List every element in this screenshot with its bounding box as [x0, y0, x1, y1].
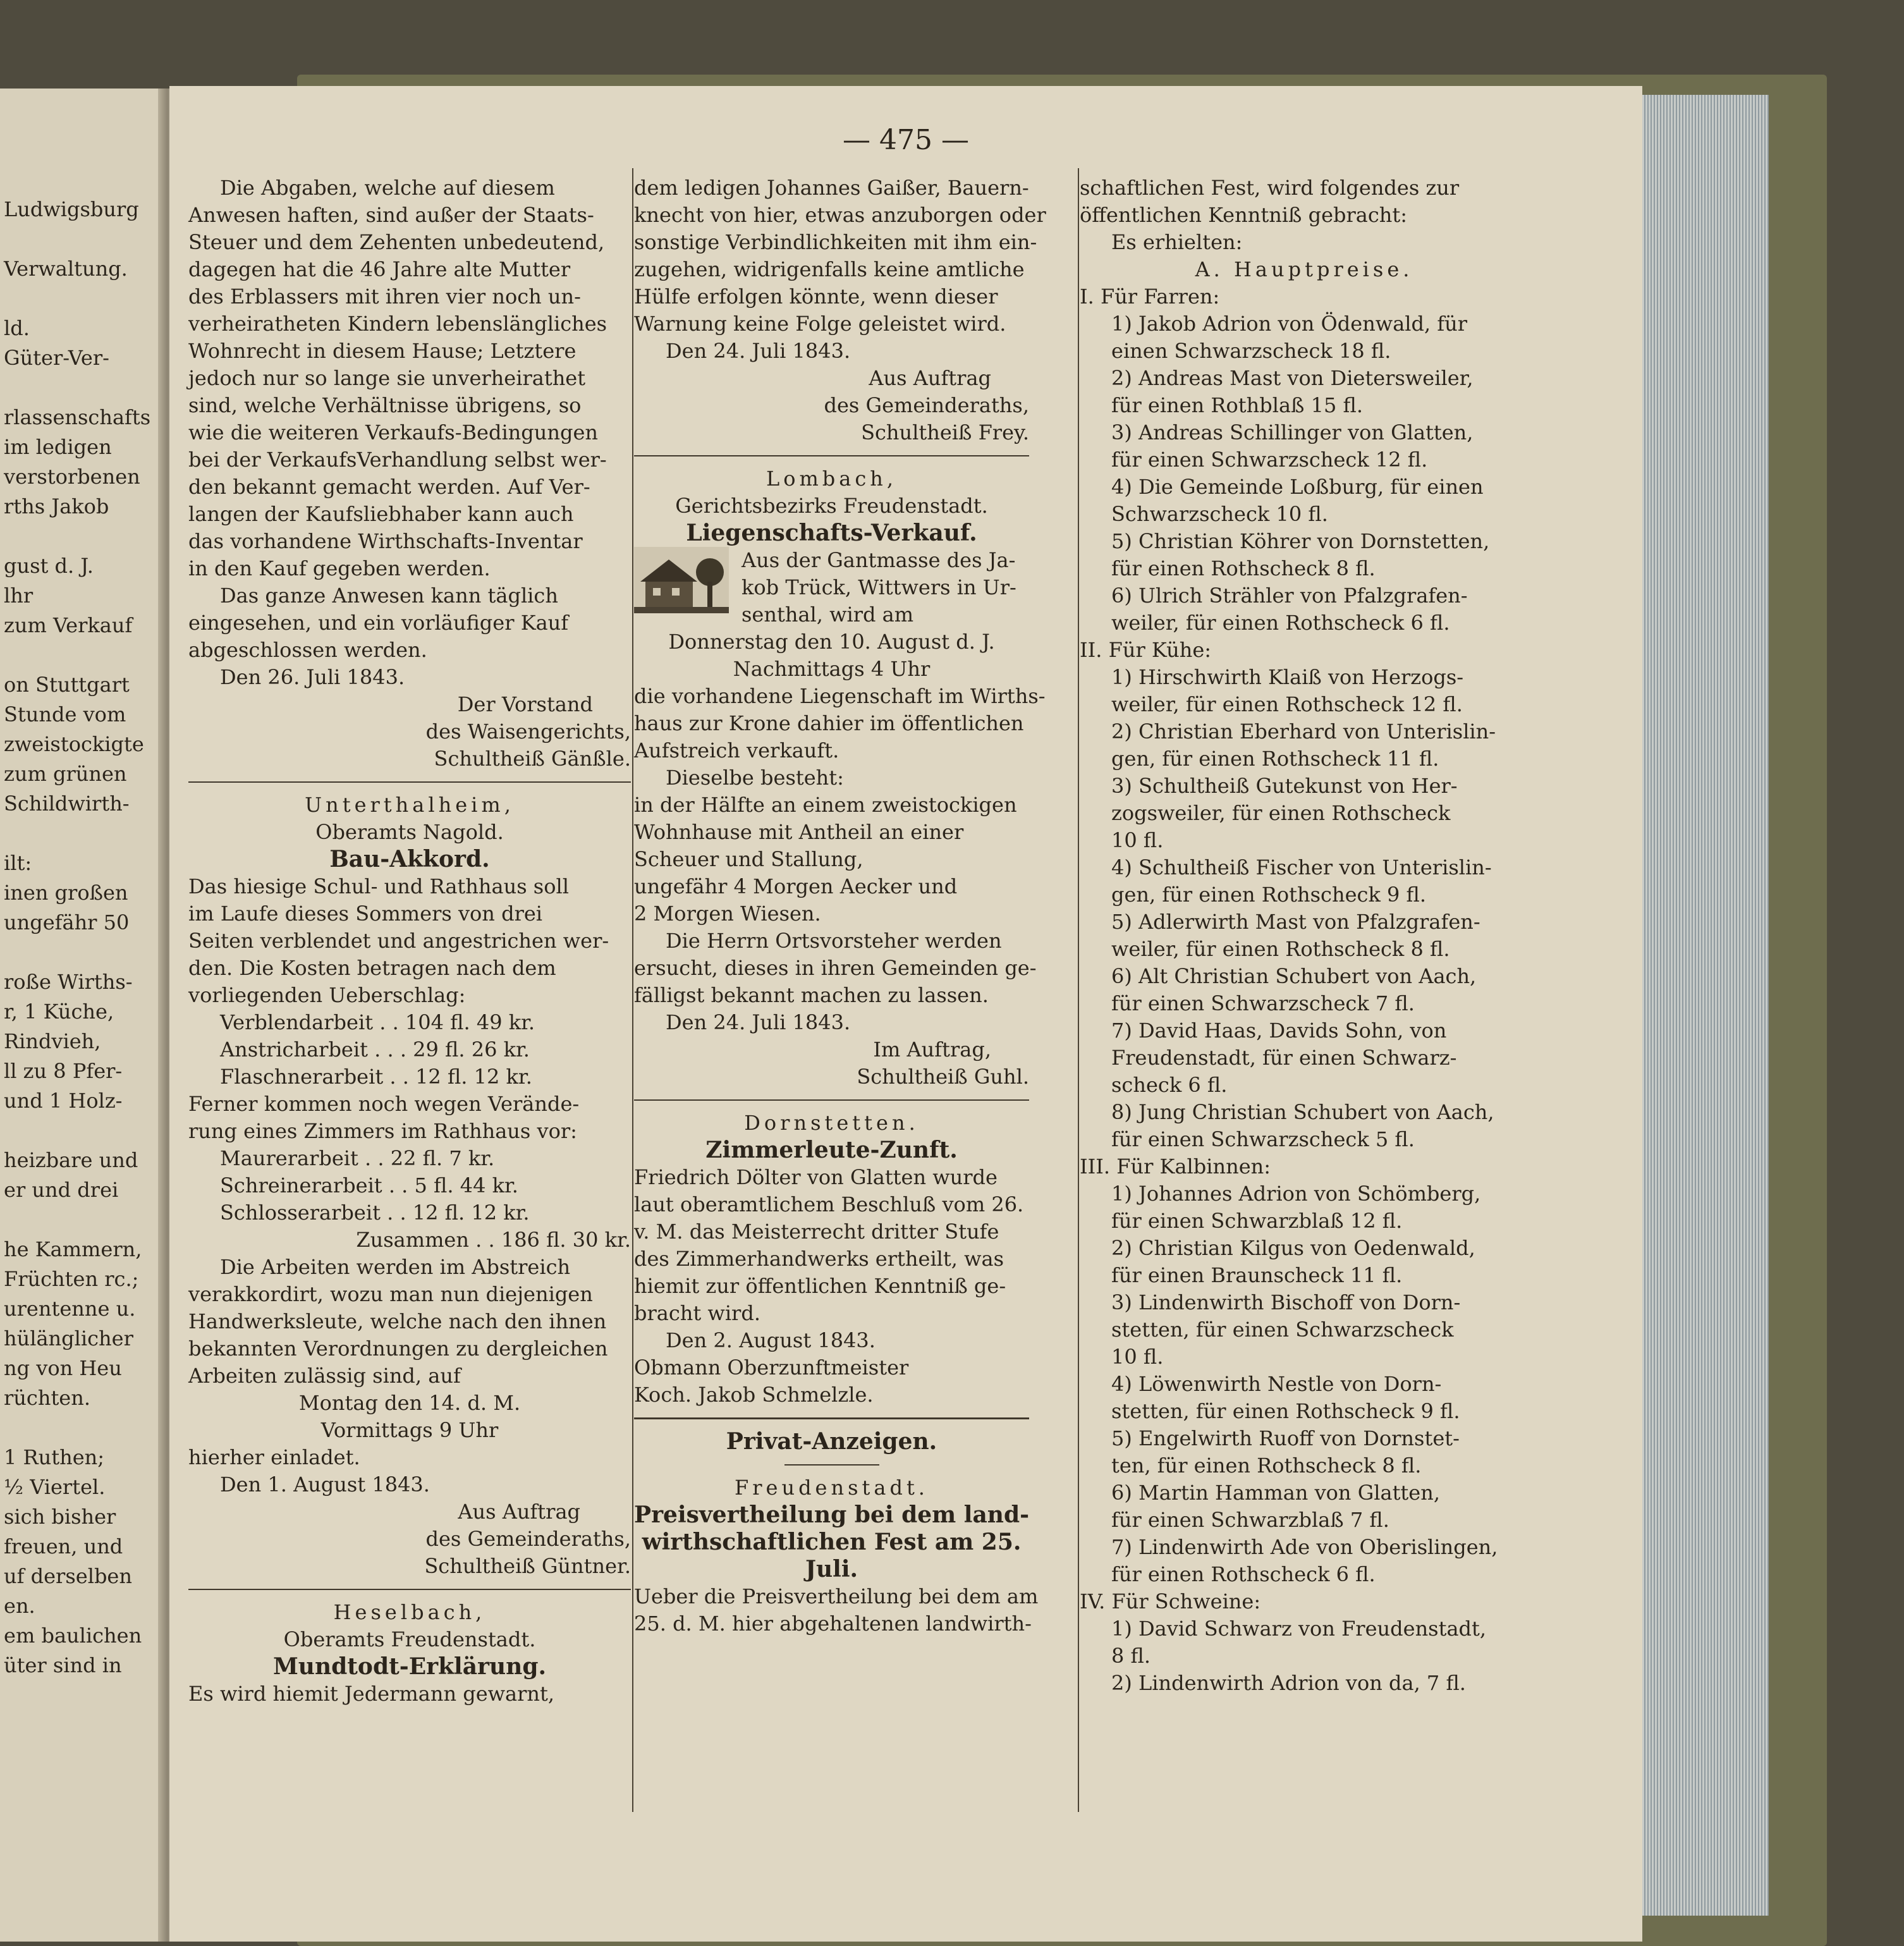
left-page-line: he Kammern,: [4, 1237, 142, 1261]
left-page-line: heizbare und: [4, 1148, 138, 1172]
left-page-line: r, 1 Küche,: [4, 1000, 114, 1024]
signature-line: des Gemeinderaths,: [425, 1527, 631, 1551]
date-line: Den 1. August 1843.: [220, 1472, 430, 1496]
text-line: senthal, wird am: [741, 603, 914, 627]
prize-line: gen, für einen Rothscheck 9 fl.: [1111, 883, 1427, 907]
text-line: den bekannt gemacht werden. Auf Ver-: [188, 475, 590, 499]
text-line: Die Abgaben, welche auf diesem: [220, 176, 555, 200]
section-title: Liegenschafts-Verkauf.: [686, 520, 977, 546]
text-line: dagegen hat die 46 Jahre alte Mutter: [188, 257, 571, 281]
section-title: Zimmerleute-Zunft.: [705, 1137, 958, 1163]
text-line: öffentlichen Kenntniß gebracht:: [1080, 203, 1408, 227]
prize-line: 1) Johannes Adrion von Schömberg,: [1111, 1182, 1481, 1206]
left-page-line: und 1 Holz-: [4, 1089, 123, 1113]
section-title: Preisvertheilung bei dem land-: [634, 1502, 1030, 1528]
left-page-line: verstorbenen: [4, 465, 140, 489]
left-page-line: Güter-Ver-: [4, 346, 109, 370]
text-line: die vorhandene Liegenschaft im Wirths-: [634, 684, 1046, 708]
text-line: Es wird hiemit Jedermann gewarnt,: [188, 1682, 555, 1706]
text-line: ungefähr 4 Morgen Aecker und: [634, 874, 958, 898]
text-line: Anwesen haften, sind außer der Staats-: [188, 203, 594, 227]
prize-line: 6) Alt Christian Schubert von Aach,: [1111, 964, 1477, 988]
prize-line: 8 fl.: [1111, 1644, 1151, 1668]
section-rule: [634, 1099, 1029, 1101]
text-line: Aufstreich verkauft.: [634, 738, 839, 762]
cost-line: Maurerarbeit . . 22 fl. 7 kr.: [220, 1146, 495, 1170]
text-line: Warnung keine Folge geleistet wird.: [634, 312, 1006, 336]
section-title: Mundtodt-Erklärung.: [272, 1653, 547, 1680]
text-line: Steuer und dem Zehenten unbedeutend,: [188, 230, 605, 254]
text-line: bei der VerkaufsVerhandlung selbst wer-: [188, 448, 607, 472]
left-page-line: ll zu 8 Pfer-: [4, 1059, 123, 1083]
text-line: kob Trück, Wittwers in Ur-: [741, 575, 1016, 599]
text-line: schaftlichen Fest, wird folgendes zur: [1080, 176, 1460, 200]
cost-line: Anstricharbeit . . . 29 fl. 26 kr.: [220, 1037, 530, 1062]
prize-line: ten, für einen Rothscheck 8 fl.: [1111, 1453, 1422, 1478]
prize-line: 1) David Schwarz von Freudenstadt,: [1111, 1617, 1487, 1641]
text-line: abgeschlossen werden.: [188, 638, 427, 662]
signature-line: Schultheiß Frey.: [861, 420, 1029, 444]
section-title: Bau-Akkord.: [329, 846, 490, 872]
section-place: Dornstetten.: [744, 1111, 919, 1135]
text-line: Aus der Gantmasse des Ja-: [741, 548, 1016, 572]
text-line: bekannten Verordnungen zu dergleichen: [188, 1337, 608, 1361]
text-line: fälligst bekannt machen zu lassen.: [634, 983, 989, 1007]
date-line: Den 24. Juli 1843.: [666, 339, 851, 363]
prize-line: für einen Schwarzscheck 12 fl.: [1111, 448, 1428, 472]
text-line: Ueber die Preisvertheilung bei dem am: [634, 1584, 1039, 1608]
text-line: jedoch nur so lange sie unverheirathet: [188, 366, 586, 390]
cost-line: Schreinerarbeit . . 5 fl. 44 kr.: [220, 1173, 518, 1197]
text-line: Das ganze Anwesen kann täglich: [220, 584, 558, 608]
prize-line: 3) Lindenwirth Bischoff von Dorn-: [1111, 1290, 1461, 1314]
left-page-line: zweistockigte: [4, 732, 144, 756]
prize-line: 1) Jakob Adrion von Ödenwald, für: [1111, 312, 1468, 336]
text-line: Handwerksleute, welche nach den ihnen: [188, 1309, 607, 1333]
left-page-line: Schildwirth-: [4, 792, 130, 816]
left-page-line: Verwaltung.: [4, 257, 128, 281]
prize-line: 3) Schultheiß Gutekunst von Her-: [1111, 774, 1458, 798]
left-page-line: rths Jakob: [4, 494, 109, 518]
prize-line: 7) David Haas, Davids Sohn, von: [1111, 1019, 1447, 1043]
prize-heading: A. Hauptpreise.: [1195, 257, 1413, 281]
signature-line: Im Auftrag,: [873, 1037, 991, 1062]
section-district: Oberamts Nagold.: [315, 820, 504, 844]
private-ads-heading: Privat-Anzeigen.: [726, 1428, 937, 1455]
left-page-line: urentenne u.: [4, 1297, 136, 1321]
text-line: Wohnhause mit Antheil an einer: [634, 820, 964, 844]
signature-line: Schultheiß Güntner.: [424, 1554, 631, 1578]
prize-line: für einen Rothblaß 15 fl.: [1111, 393, 1363, 417]
column-rule: [1078, 168, 1079, 1812]
text-line: Arbeiten zulässig sind, auf: [188, 1364, 461, 1388]
left-page-line: zum Verkauf: [4, 613, 133, 637]
text-line: wie die weiteren Verkaufs-Bedingungen: [188, 420, 599, 444]
prize-line: 2) Christian Eberhard von Unterislin-: [1111, 719, 1496, 744]
left-page-line: en.: [4, 1594, 35, 1618]
prize-line: 2) Andreas Mast von Dietersweiler,: [1111, 366, 1474, 390]
time-line: Nachmittags 4 Uhr: [733, 657, 931, 681]
prize-line: 5) Adlerwirth Mast von Pfalzgrafen-: [1111, 910, 1480, 934]
left-page-line: ilt:: [4, 851, 32, 875]
category-heading: III. Für Kalbinnen:: [1080, 1154, 1271, 1178]
text-line: rung eines Zimmers im Rathhaus vor:: [188, 1119, 577, 1143]
column-1: [188, 174, 631, 1708]
category-heading: I. Für Farren:: [1080, 285, 1220, 309]
section-place: Freudenstadt.: [735, 1476, 929, 1500]
text-line: langen der Kaufsliebhaber kann auch: [188, 502, 574, 526]
signature-line: Schultheiß Guhl.: [857, 1065, 1029, 1089]
text-line: des Zimmerhandwerks ertheilt, was: [634, 1247, 1004, 1271]
text-line: Die Arbeiten werden im Abstreich: [220, 1255, 571, 1279]
text-line: Es erhielten:: [1111, 230, 1243, 254]
text-line: verheiratheten Kindern lebenslängliches: [188, 312, 607, 336]
left-page-line: rlassenschafts: [4, 405, 151, 429]
text-line: das vorhandene Wirthschafts-Inventar: [188, 529, 583, 553]
newspaper-page: [169, 86, 1642, 1942]
prize-line: für einen Schwarzscheck 7 fl.: [1111, 991, 1415, 1015]
text-line: laut oberamtlichem Beschluß vom 26.: [634, 1192, 1024, 1216]
category-heading: II. Für Kühe:: [1080, 638, 1212, 662]
section-title: Juli.: [805, 1556, 858, 1582]
section-rule: [188, 781, 631, 783]
left-page-line: inen großen: [4, 881, 128, 905]
left-page-line: uf derselben: [4, 1564, 132, 1588]
text-line: Scheuer und Stallung,: [634, 847, 864, 871]
date-line: Den 24. Juli 1843.: [666, 1010, 851, 1034]
section-place: Lombach,: [766, 467, 898, 491]
left-page-line: gust d. J.: [4, 554, 94, 578]
section-title: wirthschaftlichen Fest am 25.: [642, 1529, 1022, 1555]
column-rule: [632, 168, 633, 1812]
left-page-line: 1 Ruthen;: [4, 1445, 105, 1469]
section-rule: [634, 455, 1029, 456]
signature-line: Der Vorstand: [457, 692, 593, 716]
left-page-line: Ludwigsburg: [4, 197, 139, 221]
woodcut-block: [634, 547, 1029, 628]
date-line: Donnerstag den 10. August d. J.: [668, 630, 995, 654]
text-line: hierher einladet.: [188, 1445, 360, 1469]
section-place: Heselbach,: [333, 1600, 486, 1624]
date-line: Den 2. August 1843.: [666, 1328, 876, 1352]
text-line: Die Herrn Ortsvorsteher werden: [666, 929, 1002, 953]
house-woodcut-icon: [634, 547, 729, 613]
prize-line: weiler, für einen Rothscheck 6 fl.: [1111, 611, 1450, 635]
prize-line: 2) Christian Kilgus von Oedenwald,: [1111, 1236, 1475, 1260]
prize-line: weiler, für einen Rothscheck 8 fl.: [1111, 937, 1450, 961]
prize-line: 8) Jung Christian Schubert von Aach,: [1111, 1100, 1494, 1124]
prize-line: 4) Löwenwirth Nestle von Dorn-: [1111, 1372, 1442, 1396]
left-page-line: er und drei: [4, 1178, 119, 1202]
short-rule: [784, 1464, 879, 1466]
date-line: Montag den 14. d. M.: [298, 1391, 521, 1415]
text-line: eingesehen, und ein vorläufiger Kauf: [188, 611, 569, 635]
section-district: Gerichtsbezirks Freudenstadt.: [675, 494, 988, 518]
text-line: Das hiesige Schul- und Rathhaus soll: [188, 874, 569, 898]
cost-line: Verblendarbeit . . 104 fl. 49 kr.: [220, 1010, 535, 1034]
left-page: [0, 89, 163, 1942]
prize-line: 7) Lindenwirth Ade von Oberislingen,: [1111, 1535, 1498, 1559]
prize-line: Freudenstadt, für einen Schwarz-: [1111, 1046, 1457, 1070]
left-page-line: on Stuttgart: [4, 673, 130, 697]
column-3: [1080, 174, 1529, 1697]
signature-line: Aus Auftrag: [869, 366, 991, 390]
text-line: Ferner kommen noch wegen Verände-: [188, 1092, 580, 1116]
text-line: in den Kauf gegeben werden.: [188, 556, 491, 580]
left-page-line: ng von Heu: [4, 1356, 122, 1380]
prize-line: stetten, für einen Schwarzscheck: [1111, 1318, 1454, 1342]
page-number: — 475 —: [843, 124, 969, 156]
prize-line: für einen Braunscheck 11 fl.: [1111, 1263, 1403, 1287]
text-line: v. M. das Meisterrecht dritter Stufe: [634, 1220, 999, 1244]
left-page-line: rüchten.: [4, 1386, 91, 1410]
left-page-line: freuen, und: [4, 1534, 123, 1558]
left-page-line: ld.: [4, 316, 30, 340]
cost-line: Flaschnerarbeit . . 12 fl. 12 kr.: [220, 1065, 532, 1089]
prize-line: für einen Schwarzscheck 5 fl.: [1111, 1127, 1415, 1151]
section-place: Unterthalheim,: [305, 793, 515, 817]
page-edges: [1642, 95, 1769, 1916]
section-rule: [634, 1417, 1029, 1419]
prize-line: stetten, für einen Rothscheck 9 fl.: [1111, 1399, 1460, 1423]
prize-line: für einen Schwarzblaß 12 fl.: [1111, 1209, 1403, 1233]
prize-line: gen, für einen Rothscheck 11 fl.: [1111, 747, 1439, 771]
text-line: ersucht, dieses in ihren Gemeinden ge-: [634, 956, 1037, 980]
left-page-line: em baulichen: [4, 1624, 142, 1648]
text-line: haus zur Krone dahier im öffentlichen: [634, 711, 1024, 735]
left-page-line: roße Wirths-: [4, 970, 133, 994]
signature-line: Aus Auftrag: [458, 1500, 580, 1524]
prize-line: einen Schwarzscheck 18 fl.: [1111, 339, 1391, 363]
category-heading: IV. Für Schweine:: [1080, 1589, 1261, 1613]
text-line: in der Hälfte an einem zweistockigen: [634, 793, 1017, 817]
time-line: Vormittags 9 Uhr: [320, 1418, 499, 1442]
left-page-line: Rindvieh,: [4, 1029, 101, 1053]
text-line: Friedrich Dölter von Glatten wurde: [634, 1165, 998, 1189]
text-line: knecht von hier, etwas anzuborgen oder: [634, 203, 1046, 227]
signature-line: Obmann Oberzunftmeister: [634, 1355, 909, 1380]
prize-line: für einen Schwarzblaß 7 fl.: [1111, 1508, 1389, 1532]
text-line: Hülfe erfolgen könnte, wenn dieser: [634, 285, 998, 309]
signature-line: Schultheiß Gänßle.: [434, 747, 631, 771]
prize-line: zogsweiler, für einen Rothscheck: [1111, 801, 1451, 825]
left-page-line: üter sind in: [4, 1653, 122, 1677]
prize-line: 10 fl.: [1111, 1345, 1164, 1369]
signature-line: Koch. Jakob Schmelzle.: [634, 1383, 874, 1407]
prize-line: 1) Hirschwirth Klaiß von Herzogs-: [1111, 665, 1464, 689]
total-line: Zusammen . . 186 fl. 30 kr.: [356, 1228, 631, 1252]
prize-line: scheck 6 fl.: [1111, 1073, 1228, 1097]
text-line: im Laufe dieses Sommers von drei: [188, 902, 543, 926]
text-line: sind, welche Verhältnisse übrigens, so: [188, 393, 582, 417]
text-line: Wohnrecht in diesem Hause; Letztere: [188, 339, 577, 363]
prize-line: 10 fl.: [1111, 828, 1164, 852]
left-page-line: lhr: [4, 584, 34, 608]
text-line: den. Die Kosten betragen nach dem: [188, 956, 556, 980]
prize-line: für einen Rothscheck 6 fl.: [1111, 1562, 1376, 1586]
date-line: Den 26. Juli 1843.: [220, 665, 405, 689]
prize-line: 4) Die Gemeinde Loßburg, für einen: [1111, 475, 1484, 499]
text-line: 25. d. M. hier abgehaltenen landwirth-: [634, 1612, 1032, 1636]
left-page-line: ½ Viertel.: [4, 1475, 106, 1499]
text-line: Seiten verblendet und angestrichen wer-: [188, 929, 609, 953]
prize-line: Schwarzscheck 10 fl.: [1111, 502, 1328, 526]
text-line: Dieselbe besteht:: [666, 766, 844, 790]
text-line: zugehen, widrigenfalls keine amtliche: [634, 257, 1025, 281]
column-2: [634, 174, 1046, 1637]
left-page-line: sich bisher: [4, 1505, 116, 1529]
prize-line: 4) Schultheiß Fischer von Unterislin-: [1111, 855, 1492, 879]
prize-line: 2) Lindenwirth Adrion von da, 7 fl.: [1111, 1671, 1466, 1695]
prize-line: weiler, für einen Rothscheck 12 fl.: [1111, 692, 1463, 716]
signature-line: des Waisengerichts,: [425, 719, 631, 744]
text-line: hiemit zur öffentlichen Kenntniß ge-: [634, 1274, 1006, 1298]
text-line: bracht wird.: [634, 1301, 760, 1325]
prize-line: für einen Rothscheck 8 fl.: [1111, 556, 1376, 580]
left-page-line: ungefähr 50: [4, 910, 130, 934]
left-page-line: im ledigen: [4, 435, 112, 459]
prize-line: 3) Andreas Schillinger von Glatten,: [1111, 420, 1474, 444]
text-line: 2 Morgen Wiesen.: [634, 902, 821, 926]
prize-line: 5) Christian Köhrer von Dornstetten,: [1111, 529, 1490, 553]
prize-line: 6) Martin Hamman von Glatten,: [1111, 1481, 1440, 1505]
signature-line: des Gemeinderaths,: [824, 393, 1029, 417]
section-district: Oberamts Freudenstadt.: [283, 1627, 536, 1651]
section-rule: [188, 1589, 631, 1590]
text-line: verakkordirt, wozu man nun diejenigen: [188, 1282, 593, 1306]
text-line: sonstige Verbindlichkeiten mit ihm ein-: [634, 230, 1037, 254]
prize-line: 5) Engelwirth Ruoff von Dornstet-: [1111, 1426, 1460, 1450]
cost-line: Schlosserarbeit . . 12 fl. 12 kr.: [220, 1201, 530, 1225]
left-page-line: zum grünen: [4, 762, 127, 786]
text-line: dem ledigen Johannes Gaißer, Bauern-: [634, 176, 1029, 200]
left-page-line: Früchten rc.;: [4, 1267, 139, 1291]
text-line: des Erblassers mit ihren vier noch un-: [188, 285, 581, 309]
left-page-line: Stunde vom: [4, 702, 126, 726]
text-line: vorliegenden Ueberschlag:: [188, 983, 466, 1007]
left-page-line: hülänglicher: [4, 1326, 133, 1350]
prize-line: 6) Ulrich Strähler von Pfalzgrafen-: [1111, 584, 1468, 608]
